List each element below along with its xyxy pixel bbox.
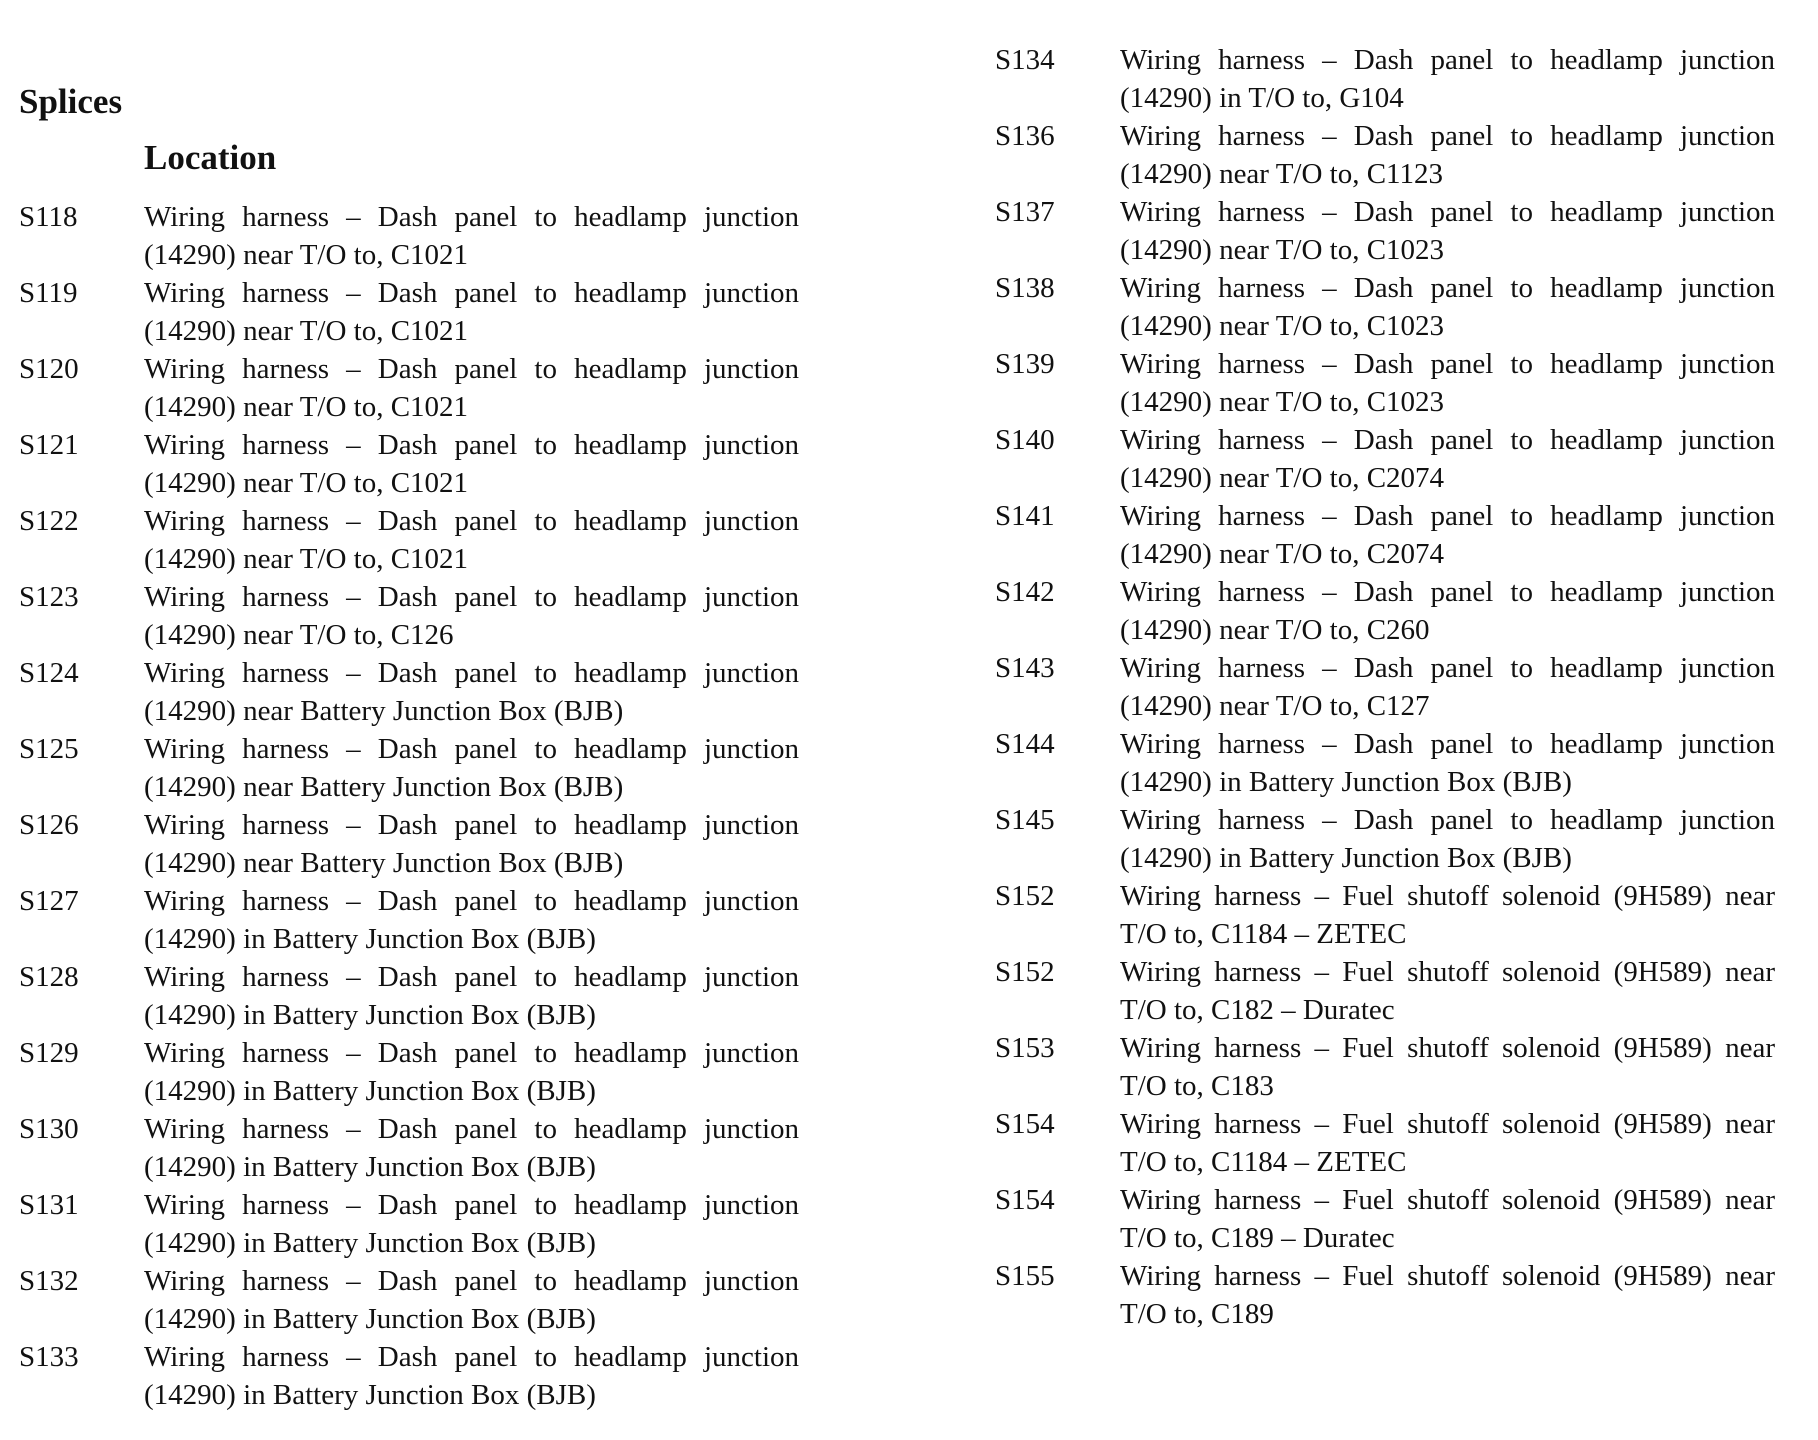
splice-location: Wiring harness – Fuel shutoff solenoid (9H589) near T/O to, C189 – Duratec [1120,1184,1775,1254]
splice-location: Wiring harness – Dash panel to headlamp junction (14290) in Battery Junction Box (BJB) [144,1113,799,1183]
splice-code: S143 [995,652,1055,684]
splice-location: Wiring harness – Dash panel to headlamp junction (14290) near T/O to, C127 [1120,652,1775,722]
splice-entry [19,274,799,350]
splice-code: S141 [995,500,1055,532]
splice-code: S123 [19,581,79,613]
splice-code: S129 [19,1037,79,1069]
splice-location: Wiring harness – Dash panel to headlamp junction (14290) in Battery Junction Box (BJB) [144,885,799,955]
splice-location: Wiring harness – Dash panel to headlamp junction (14290) near Battery Junction Box (BJB) [144,657,799,727]
splice-entry [995,421,1775,497]
splice-entry [19,1034,799,1110]
splice-entry [995,193,1775,269]
splice-entry [19,198,799,274]
splice-entry [995,41,1775,117]
location-column-heading: Location [144,138,277,177]
splice-location: Wiring harness – Dash panel to headlamp junction (14290) in Battery Junction Box (BJB) [144,1265,799,1335]
splice-location: Wiring harness – Dash panel to headlamp junction (14290) near Battery Junction Box (BJB) [144,809,799,879]
splice-entry [995,1257,1775,1333]
splice-location: Wiring harness – Dash panel to headlamp junction (14290) near T/O to, C1021 [144,353,799,423]
splice-entry [19,806,799,882]
splice-location: Wiring harness – Dash panel to headlamp junction (14290) near T/O to, C126 [144,581,799,651]
splice-entry [19,502,799,578]
splice-location: Wiring harness – Fuel shutoff solenoid (9H589) near T/O to, C182 – Duratec [1120,956,1775,1026]
splice-location: Wiring harness – Dash panel to headlamp junction (14290) near Battery Junction Box (BJB) [144,733,799,803]
splice-code: S120 [19,353,79,385]
splice-code: S122 [19,505,79,537]
splice-code: S152 [995,956,1055,988]
splice-location: Wiring harness – Dash panel to headlamp junction (14290) near T/O to, C1023 [1120,272,1775,342]
splice-location: Wiring harness – Dash panel to headlamp junction (14290) near T/O to, C1021 [144,505,799,575]
splice-entry [19,730,799,806]
section-title: Splices [19,82,123,121]
splice-entry [19,426,799,502]
splice-location: Wiring harness – Dash panel to headlamp junction (14290) near T/O to, C1021 [144,201,799,271]
splice-code: S145 [995,804,1055,836]
splice-code: S130 [19,1113,79,1145]
splice-entry [19,1110,799,1186]
splice-code: S139 [995,348,1055,380]
splice-entry [995,801,1775,877]
splice-entry [19,350,799,426]
splice-code: S131 [19,1189,79,1221]
splice-code: S124 [19,657,79,689]
splice-location: Wiring harness – Dash panel to headlamp junction (14290) near T/O to, C2074 [1120,424,1775,494]
splice-code: S142 [995,576,1055,608]
splice-entry [995,953,1775,1029]
splice-location: Wiring harness – Dash panel to headlamp junction (14290) in Battery Junction Box (BJB) [1120,728,1775,798]
splice-code: S133 [19,1341,79,1373]
splice-location: Wiring harness – Dash panel to headlamp junction (14290) in Battery Junction Box (BJB) [144,1037,799,1107]
splice-entry [995,117,1775,193]
splice-entry [995,877,1775,953]
splice-code: S136 [995,120,1055,152]
splice-location: Wiring harness – Dash panel to headlamp junction (14290) near T/O to, C1023 [1120,196,1775,266]
splice-code: S140 [995,424,1055,456]
splice-entry [995,269,1775,345]
splice-entry [19,654,799,730]
splice-entry [995,345,1775,421]
splice-code: S134 [995,44,1055,76]
splice-location: Wiring harness – Dash panel to headlamp junction (14290) in Battery Junction Box (BJB) [144,1189,799,1259]
splice-entry [995,1029,1775,1105]
splice-code: S132 [19,1265,79,1297]
splice-location: Wiring harness – Dash panel to headlamp junction (14290) near T/O to, C1023 [1120,348,1775,418]
splice-location: Wiring harness – Dash panel to headlamp junction (14290) near T/O to, C260 [1120,576,1775,646]
splice-list-right [995,41,1775,1333]
splice-entry [19,958,799,1034]
splice-location: Wiring harness – Dash panel to headlamp junction (14290) in Battery Junction Box (BJB) [1120,804,1775,874]
splice-code: S137 [995,196,1055,228]
splice-location: Wiring harness – Fuel shutoff solenoid (9H589) near T/O to, C189 [1120,1260,1775,1330]
splice-code: S126 [19,809,79,841]
splice-code: S128 [19,961,79,993]
splice-location: Wiring harness – Fuel shutoff solenoid (9H589) near T/O to, C1184 – ZETEC [1120,880,1775,950]
splice-entry [19,882,799,958]
splice-code: S121 [19,429,79,461]
splice-code: S119 [19,277,78,309]
splice-code: S138 [995,272,1055,304]
splice-code: S144 [995,728,1055,760]
splice-location: Wiring harness – Dash panel to headlamp junction (14290) near T/O to, C1021 [144,429,799,499]
splice-location: Wiring harness – Dash panel to headlamp junction (14290) near T/O to, C2074 [1120,500,1775,570]
splice-entry [995,1181,1775,1257]
splice-list-left [19,198,799,1414]
splice-entry [995,573,1775,649]
splice-location: Wiring harness – Dash panel to headlamp junction (14290) in Battery Junction Box (BJB) [144,1341,799,1411]
splice-code: S118 [19,201,78,233]
splice-entry [19,578,799,654]
splice-entry [19,1338,799,1414]
splice-code: S155 [995,1260,1055,1292]
splice-code: S152 [995,880,1055,912]
splice-location: Wiring harness – Dash panel to headlamp junction (14290) in Battery Junction Box (BJB) [144,961,799,1031]
splice-location: Wiring harness – Dash panel to headlamp junction (14290) in T/O to, G104 [1120,44,1775,114]
splice-code: S125 [19,733,79,765]
splice-entry [19,1186,799,1262]
splice-code: S127 [19,885,79,917]
splice-location: Wiring harness – Dash panel to headlamp junction (14290) near T/O to, C1123 [1120,120,1775,190]
splice-code: S154 [995,1184,1055,1216]
splice-code: S154 [995,1108,1055,1140]
splice-entry [19,1262,799,1338]
splice-entry [995,1105,1775,1181]
splice-code: S153 [995,1032,1055,1064]
splice-entry [995,725,1775,801]
splice-location: Wiring harness – Dash panel to headlamp junction (14290) near T/O to, C1021 [144,277,799,347]
splice-location: Wiring harness – Fuel shutoff solenoid (9H589) near T/O to, C183 [1120,1032,1775,1102]
splice-location: Wiring harness – Fuel shutoff solenoid (9H589) near T/O to, C1184 – ZETEC [1120,1108,1775,1178]
splice-entry [995,497,1775,573]
splice-entry [995,649,1775,725]
